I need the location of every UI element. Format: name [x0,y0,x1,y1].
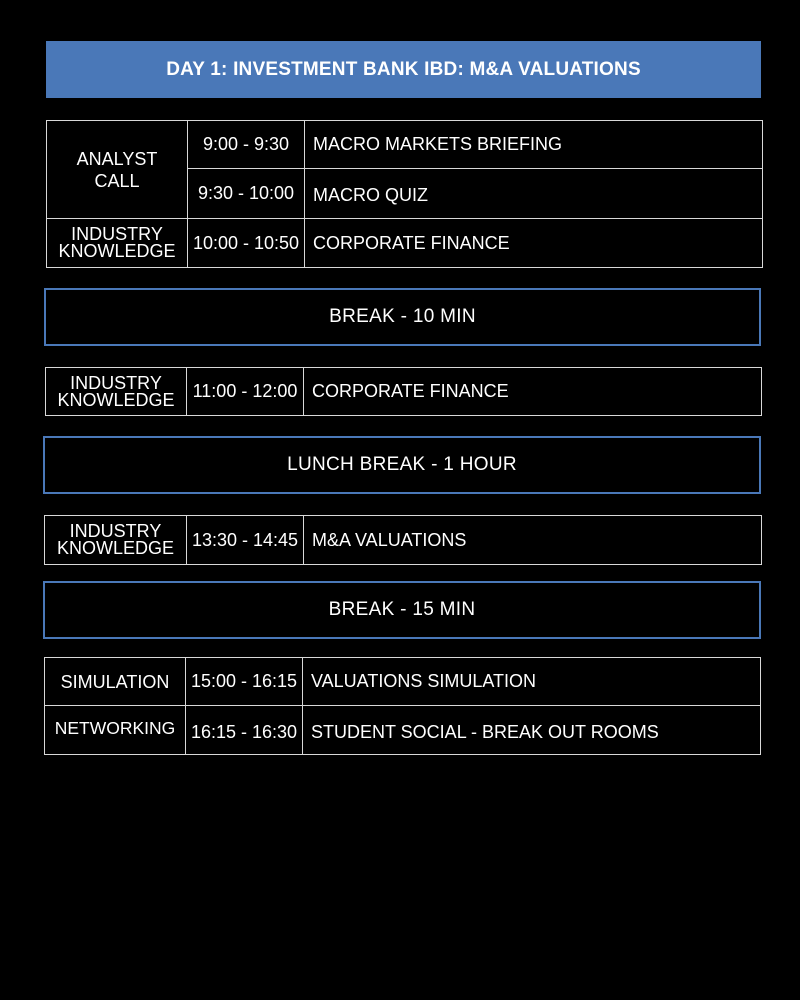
time-cell: 13:30 - 14:45 [187,516,304,565]
break-banner: BREAK - 10 MIN [44,288,761,346]
time-cell: 9:00 - 9:30 [188,121,305,169]
category-cell: SIMULATION [45,658,186,706]
time-cell: 15:00 - 16:15 [186,658,303,706]
activity-cell: M&A VALUATIONS [304,516,762,565]
activity-cell: CORPORATE FINANCE [304,368,762,416]
category-cell: INDUSTRY KNOWLEDGE [46,368,187,416]
time-cell: 9:30 - 10:00 [188,169,305,219]
schedule-table-afternoon [44,515,762,565]
category-cell: NETWORKING [45,706,186,755]
page-title: DAY 1: INVESTMENT BANK IBD: M&A VALUATIONS [46,41,761,98]
table-row [45,658,761,706]
category-cell: INDUSTRY KNOWLEDGE [47,219,188,268]
time-cell: 10:00 - 10:50 [188,219,305,268]
activity-cell: MACRO MARKETS BRIEFING [305,121,763,169]
time-cell: 16:15 - 16:30 [186,706,303,755]
lunch-break-banner: LUNCH BREAK - 1 HOUR [43,436,761,494]
table-row [45,516,762,565]
table-row [47,219,763,268]
activity-cell: VALUATIONS SIMULATION [303,658,761,706]
category-cell: INDUSTRY KNOWLEDGE [45,516,187,565]
break-banner: BREAK - 15 MIN [43,581,761,639]
activity-cell: MACRO QUIZ [305,169,763,219]
table-row [45,706,761,755]
activity-cell: CORPORATE FINANCE [305,219,763,268]
table-row [47,121,763,169]
schedule-table-morning [46,120,763,268]
category-cell: ANALYST CALL [47,121,188,219]
activity-cell: STUDENT SOCIAL - BREAK OUT ROOMS [303,706,761,755]
time-cell: 11:00 - 12:00 [187,368,304,416]
schedule-table-late-morning [45,367,762,416]
table-row [46,368,762,416]
schedule-table-late-afternoon [44,657,761,755]
